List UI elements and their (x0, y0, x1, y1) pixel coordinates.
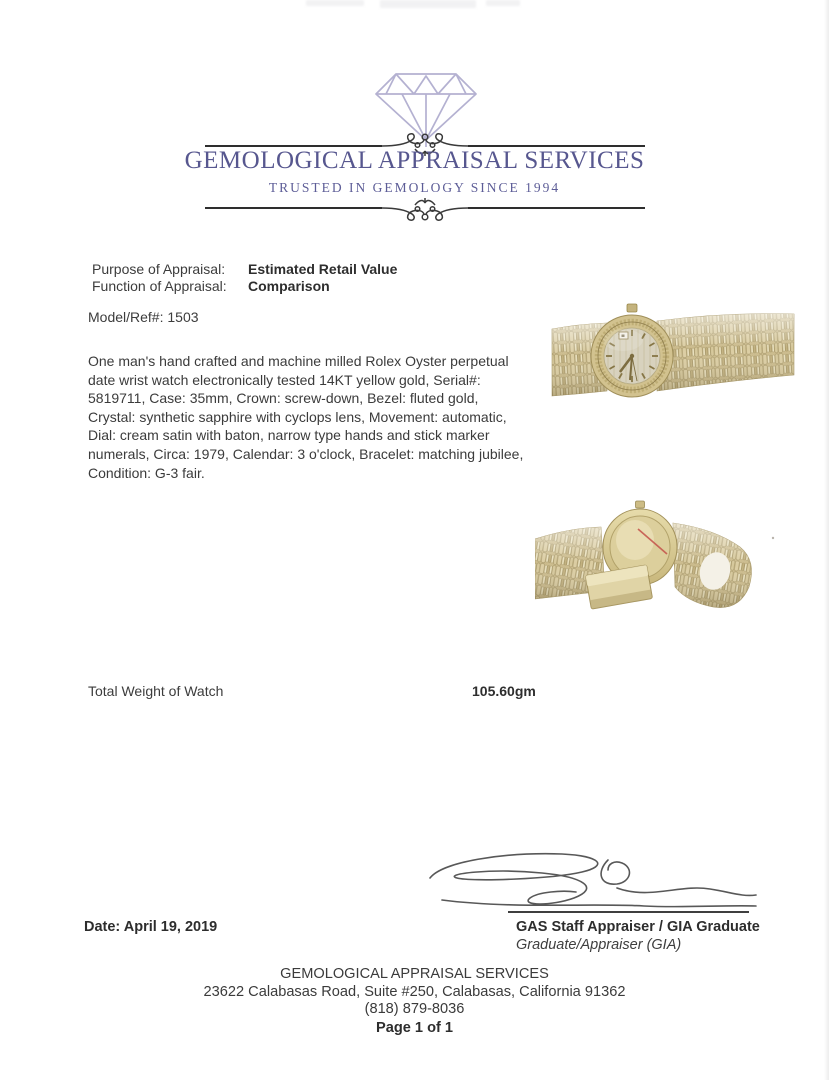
watch-back-photo (535, 495, 781, 623)
appraiser-title: GAS Staff Appraiser / GIA Graduate (516, 919, 760, 935)
bracelet-right (657, 314, 794, 391)
footer (0, 966, 829, 1037)
watch-crown (627, 304, 637, 312)
watch-case (591, 304, 673, 397)
purpose-label: Purpose of Appraisal: (92, 261, 226, 277)
brand-name: GEMOLOGICAL APPRAISAL SERVICES (184, 147, 645, 174)
scroll-flourish-icon (382, 194, 468, 222)
divider-line (205, 207, 382, 209)
function-value: Comparison (248, 278, 330, 294)
appraiser-signature (412, 848, 758, 912)
item-description: One man's hand crafted and machine milled Rolex Oyster perpetual date wrist watch electronically tested 14KT yellow gold, Serial#: 5819711, Case: 35mm, Crown: screw-down, Bezel: fluted gold, Crystal: synthetic sapphire with cyclops lens, Movement: automatic, Dial: cream satin with baton, narrow type hands and stick marker numerals, Circa: 1979, Calendar: 3 o'clock, Bracelet: matching jubilee, Condition: G-3 fair. (88, 353, 524, 481)
watch-crown (636, 501, 645, 508)
bracelet-right (673, 523, 752, 608)
purpose-value: Estimated Retail Value (248, 261, 398, 277)
divider-line (468, 207, 645, 209)
scan-artifact (306, 0, 364, 6)
footer-company: GEMOLOGICAL APPRAISAL SERVICES (280, 966, 549, 982)
function-row (92, 278, 397, 295)
footer-phone: (818) 879-8036 (364, 1001, 465, 1018)
purpose-row (92, 261, 397, 278)
model-ref: Model/Ref#: 1503 (88, 309, 199, 325)
scan-artifact (380, 0, 476, 8)
signature-date: Date: April 19, 2019 (84, 919, 218, 935)
footer-page-number: Page 1 of 1 (375, 1019, 454, 1036)
weight-label: Total Weight of Watch (88, 683, 224, 699)
scan-artifact (486, 0, 520, 6)
scan-speck (772, 537, 774, 539)
footer-address: 23622 Calabasas Road, Suite #250, Calabasas, California 91362 (203, 983, 626, 1000)
appraiser-credential: Graduate/Appraiser (GIA) (516, 937, 682, 953)
function-label: Function of Appraisal: (92, 278, 227, 294)
brand-tagline: TRUSTED IN GEMOLOGY SINCE 1994 (268, 180, 561, 195)
appraisal-fields (92, 261, 397, 295)
watch-front-photo (551, 299, 795, 405)
signature-line (508, 911, 749, 913)
scan-artifact (300, 0, 540, 8)
weight-value: 105.60gm (472, 683, 536, 699)
header-rule-bottom (205, 194, 645, 222)
